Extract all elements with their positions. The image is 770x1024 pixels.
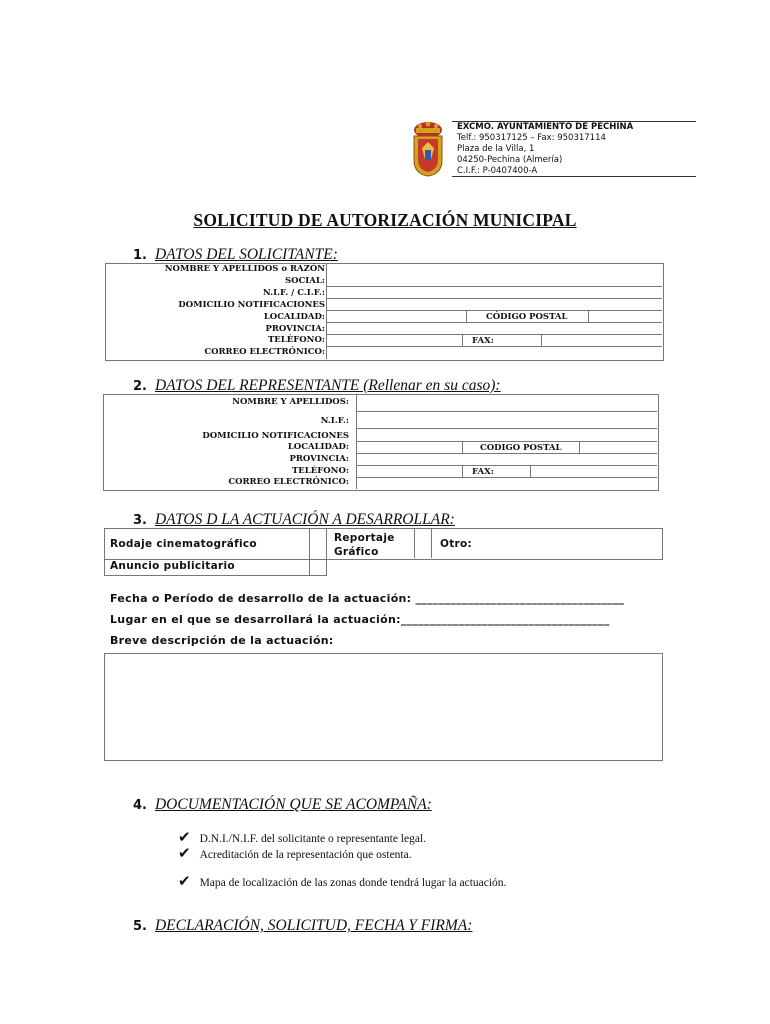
checkbox-reportaje[interactable] [415, 529, 431, 557]
rep-label-nombre: NOMBRE Y APELLIDOS: [232, 397, 349, 407]
rep-label-localidad: LOCALIDAD: [287, 442, 349, 452]
option-reportaje [334, 531, 395, 559]
header-city: 04250-Pechina (Almería) [457, 155, 563, 165]
page-title: SOLICITUD DE AUTORIZACIÓN MUNICIPAL [193, 210, 577, 230]
input-localidad[interactable] [327, 311, 467, 322]
label-correo: CORREO ELECTRÓNICO: [204, 347, 325, 358]
input-domicilio[interactable] [327, 299, 661, 310]
label-nombre-1: NOMBRE Y APELLIDOS o RAZÓN [164, 264, 325, 274]
doc-item-text: Acreditación de la representación que ostenta. [199, 849, 412, 861]
input-fax[interactable] [542, 335, 661, 346]
section-5-heading [133, 917, 472, 935]
section-2-number: 2. [133, 379, 147, 394]
rep-input-nif[interactable] [357, 412, 656, 427]
section-2-heading [133, 377, 501, 395]
rep-label-telefono: TELÉFONO: [291, 465, 349, 476]
act-divider [104, 558, 105, 576]
input-provincia[interactable] [327, 323, 661, 334]
descripcion-label: Breve descripción de la actuación: [110, 634, 334, 647]
lugar-line[interactable]: Lugar en el que se desarrollará la actuación:____________________________________ [110, 613, 610, 626]
solicitante-labels [105, 264, 325, 359]
rep-label-codigo-postal: CODIGO POSTAL [480, 443, 562, 453]
input-correo[interactable] [327, 347, 661, 358]
rep-input-localidad[interactable] [357, 442, 462, 453]
rep-label-provincia: PROVINCIA: [289, 453, 349, 464]
input-codigo-postal[interactable] [589, 311, 661, 322]
section-1-title: DATOS DEL SOLICITANTE: [154, 246, 338, 263]
header-address: Plaza de la Villa, 1 [457, 144, 535, 154]
checkmark-icon: ✔ [178, 844, 191, 862]
fecha-line[interactable]: Fecha o Período de desarrollo de la actuación: ____________________________________ [110, 592, 625, 605]
header-rule-bottom [452, 176, 696, 177]
sol-fax-divider [462, 335, 463, 347]
checkmark-icon: ✔ [178, 872, 191, 890]
rep-input-domicilio[interactable] [357, 429, 656, 440]
rep-input-nombre[interactable] [357, 395, 656, 410]
label-localidad: LOCALIDAD: [263, 311, 325, 322]
section-1-number: 1. [133, 248, 147, 263]
rep-cp-divider [462, 441, 463, 454]
act-divider [326, 528, 327, 576]
input-nombre[interactable] [327, 264, 661, 286]
rep-label-domicilio: DOMICILIO NOTIFICACIONES [202, 431, 349, 441]
label-telefono: TELÉFONO: [267, 335, 325, 346]
checkbox-anuncio[interactable] [310, 559, 326, 575]
section-3-title: DATOS D LA ACTUACIÓN A DESARROLLAR: [154, 511, 455, 528]
municipal-crest-icon [410, 120, 446, 178]
section-3-heading [133, 511, 455, 529]
rep-input-fax[interactable] [531, 466, 656, 477]
act-divider [431, 528, 432, 558]
act-bottom-line [104, 575, 327, 576]
section-4-number: 4. [133, 798, 147, 813]
option-reportaje-1: Reportaje [334, 532, 395, 544]
rep-input-telefono[interactable] [357, 466, 462, 477]
representante-labels [103, 396, 349, 489]
option-reportaje-2: Gráfico [334, 546, 379, 558]
section-1-heading [133, 246, 338, 264]
input-nif[interactable] [327, 287, 661, 298]
doc-item-text: Mapa de localización de las zonas donde tendrá lugar la actuación. [199, 877, 507, 889]
header-cif: C.I.F.: P-0407400-A [457, 166, 538, 176]
section-2-title: DATOS DEL REPRESENTANTE (Rellenar en su caso): [154, 377, 501, 394]
rep-input-provincia[interactable] [357, 454, 656, 465]
label-provincia: PROVINCIA: [265, 323, 325, 334]
rep-input-correo[interactable] [357, 478, 656, 488]
option-otro: Otro: [440, 538, 473, 550]
label-nombre-2: SOCIAL: [285, 275, 325, 286]
checkmark-icon: ✔ [178, 828, 191, 846]
rep-label-correo: CORREO ELECTRÓNICO: [228, 477, 349, 488]
section-5-number: 5. [133, 919, 147, 934]
section-4-title: DOCUMENTACIÓN QUE SE ACOMPAÑA: [154, 796, 432, 813]
doc-item-text: D.N.I./N.I.F. del solicitante o representante legal. [199, 833, 427, 845]
label-codigo-postal: CÓDIGO POSTAL [486, 312, 568, 322]
section-4-heading [133, 796, 432, 814]
rep-label-nif: N.I.F.: [320, 416, 349, 426]
label-domicilio: DOMICILIO NOTIFICACIONES [178, 299, 325, 310]
label-fax: FAX: [472, 336, 494, 346]
header-org-block [457, 122, 633, 177]
descripcion-textarea[interactable] [104, 653, 663, 761]
input-telefono[interactable] [327, 335, 462, 346]
section-5-title: DECLARACIÓN, SOLICITUD, FECHA Y FIRMA: [154, 917, 473, 934]
sol-cp-divider [466, 311, 467, 323]
doc-item [178, 845, 412, 863]
rep-input-codigo-postal[interactable] [580, 442, 656, 453]
rep-label-fax: FAX: [472, 467, 494, 477]
header-org: EXCMO. AYUNTAMIENTO DE PECHINA [457, 122, 634, 132]
option-anuncio: Anuncio publicitario [110, 560, 235, 572]
option-rodaje: Rodaje cinematográfico [110, 538, 257, 550]
input-otro[interactable] [478, 529, 660, 557]
checkbox-rodaje[interactable] [310, 529, 326, 557]
label-nif: N.I.F. / C.I.F.: [262, 287, 325, 298]
doc-item [178, 873, 506, 891]
rep-fax-divider [462, 465, 463, 478]
section-3-number: 3. [133, 513, 147, 528]
header-phone: Telf.: 950317125 – Fax: 950317114 [457, 133, 606, 143]
